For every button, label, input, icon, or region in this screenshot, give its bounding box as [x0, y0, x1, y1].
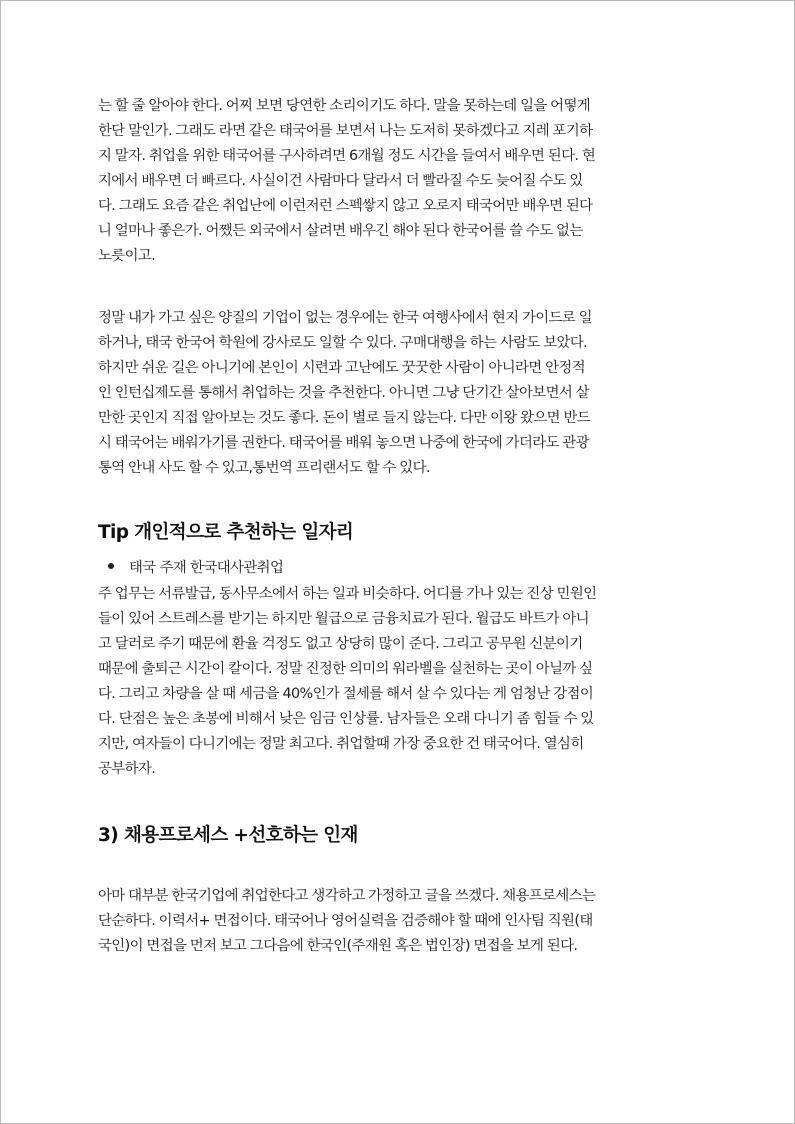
- bullet-text: 태국 주재 한국대사관취업: [129, 559, 284, 576]
- list-item: [98, 554, 698, 578]
- document-body: [98, 94, 698, 959]
- paragraph-thai-language-learning: 는 할 줄 알아야 한다. 어찌 보면 당연한 소리이기도 하다. 말을 못하는데 일을 어떻게 한단 말인가. 그래도 라면 같은 태국어를 보면서 나는 도저히 못하겠다고 지레 포기하 지 말자. 취업을 위한 태국어를 구사하려면 6개월 정도 시간을 들여서 배우면 된다. 현 지에서 배우면 더 빠르다. 사실이건 사람마다 달라서 더 빨라질 수도 늦어질 수도 있 다. 그래도 요즘 같은 취업난에 이런저런 스펙쌓지 않고 오로지 태국어만 배우면 된다 니 얼마나 좋은가. 어쨌든 외국에서 살려면 배우긴 해야 된다 한국어를 쓸 수도 없는 노릇이고.: [98, 98, 596, 264]
- paragraph-hiring-process: 아마 대부분 한국기업에 취업한다고 생각하고 가정하고 글을 쓰겠다. 채용프로세스는 단순하다. 이력서+ 면접이다. 태국어나 영어실력을 검증해야 할 때에 인사팀 직원(태 국인)이 면접을 먼저 보고 그다음에 한국인(주재원 혹은 법인장) 면접을 보게 된다.: [98, 888, 596, 954]
- paragraph-alternative-jobs: 정말 내가 가고 싶은 양질의 기업이 없는 경우에는 한국 여행사에서 현지 가이드로 일 하거나, 태국 한국어 학원에 강사로도 일할 수 있다. 구매대행을 하는 사람도 보았다. 하지만 쉬운 길은 아니기에 본인이 시련과 고난에도 꿋꿋한 사람이 아니라면 안정적 인 인턴십제도를 통해서 취업하는 것을 추천한다. 아니면 그냥 단기간 살아보면서 살 만한 곳인지 직접 알아보는 것도 좋다. 돈이 별로 들지 않는다. 다만 이왕 왔으면 반드 시 태국어는 배워가기를 권한다. 태국어를 배워 놓으면 나중에 한국에 가더라도 관광 통역 안내 사도 할 수 있고,통번역 프리랜서도 할 수 있다.: [98, 310, 592, 476]
- section-heading: 3) 채용프로세스 +선호하는 인재: [98, 825, 358, 846]
- bullet-icon: [108, 563, 114, 569]
- tip-heading: Tip 개인적으로 추천하는 일자리: [98, 522, 354, 543]
- paragraph-embassy-job: 주 업무는 서류발급, 동사무소에서 하는 일과 비슷하다. 어디를 가나 있는 진상 민원인 들이 있어 스트레스를 받기는 하지만 월급으로 금융치료가 된다. 월급도 바트가 아니 고 달러로 주기 때문에 환율 걱정도 없고 상당히 많이 준다. 그리고 공무원 신분이기 때문에 출퇴근 시간이 칼이다. 정말 진정한 의미의 워라벨을 실천하는 곳이 아닐까 싶 다. 그리고 차량을 살 때 세금을 40%인가 절세를 해서 살 수 있다는 게 엄청난 강점이 다. 단점은 높은 초봉에 비해서 낮은 임금 인상률. 남자들은 오래 다니기 좀 힘들 수 있 지만, 여자들이 다니기에는 정말 최고다. 취업할때 가장 중요한 건 태국어다. 열심히 공부하자.: [98, 586, 597, 777]
